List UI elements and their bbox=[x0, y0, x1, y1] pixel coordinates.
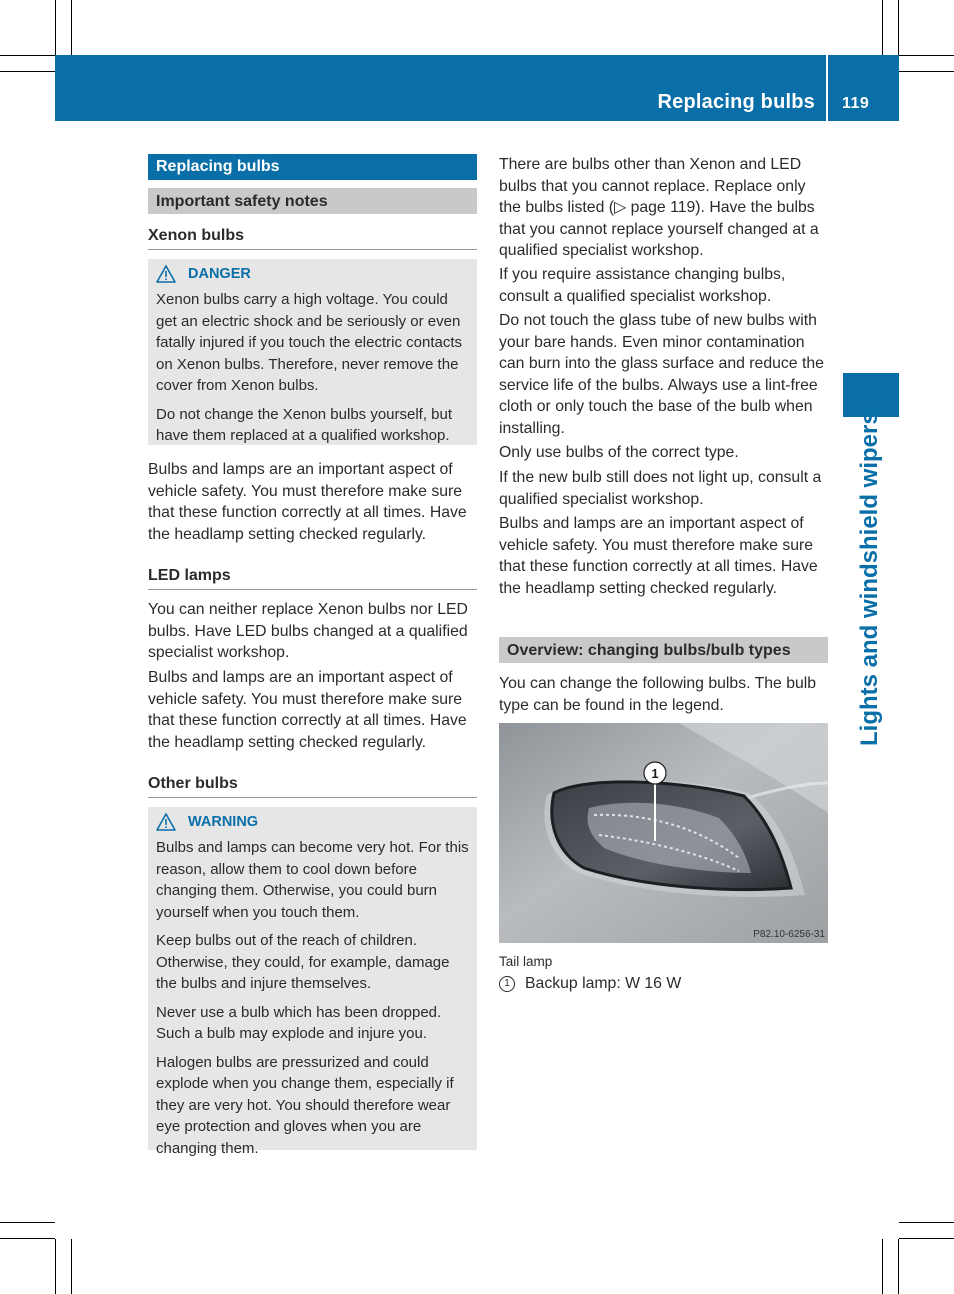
crop-mark bbox=[898, 1239, 899, 1294]
warning-triangle-icon bbox=[156, 813, 176, 831]
tail-lamp-figure bbox=[499, 723, 828, 943]
subsection-title: Important safety notes bbox=[148, 188, 477, 214]
crop-mark bbox=[899, 55, 954, 56]
figure-code: P82.10-6256-31 bbox=[753, 929, 825, 940]
danger-box bbox=[148, 259, 477, 445]
danger-paragraph: Do not change the Xenon bulbs yourself, but have them replaced at a qualified workshop. bbox=[156, 405, 453, 444]
page-number: 119 bbox=[842, 95, 870, 112]
overview-text: You can change the following bulbs. The bulb type can be found in the legend. bbox=[499, 675, 817, 714]
body-paragraph: Bulbs and lamps are an important aspect of vehicle safety. You must therefore make sure that these function correctly at all times. Have the headlamp setting checked regularly. bbox=[499, 515, 818, 597]
header-title: Replacing bulbs bbox=[657, 91, 815, 113]
body-paragraph: Only use bulbs of the correct type. bbox=[499, 444, 739, 461]
warning-paragraph: Keep bulbs out of the reach of children. Otherwise, they could, for example, damage the bulbs and injure themselves. bbox=[156, 932, 450, 992]
warning-paragraph: Bulbs and lamps can become very hot. For this reason, allow them to cool down before changing them. Otherwise, you could burn yourself when you touch them. bbox=[156, 839, 469, 921]
tail-lamp-illustration bbox=[499, 723, 828, 943]
warning-box bbox=[148, 807, 477, 1157]
header-divider bbox=[826, 55, 828, 121]
crop-mark bbox=[898, 0, 899, 55]
overview-title: Overview: changing bulbs/bulb types bbox=[499, 637, 828, 663]
danger-label: DANGER bbox=[188, 266, 251, 282]
xenon-heading: Xenon bulbs bbox=[148, 227, 477, 250]
crop-mark bbox=[899, 1222, 954, 1223]
crop-mark bbox=[0, 1222, 55, 1223]
body-paragraph: Do not touch the glass tube of new bulbs with your bare hands. Even minor contamination can burn into the glass surface and reduce the service life of the bulbs. Always use a lint-free cloth or only touch the base of the bulb when installing. bbox=[499, 312, 824, 437]
legend-number: 1 bbox=[499, 976, 515, 992]
crop-mark bbox=[55, 0, 56, 55]
danger-paragraph: Xenon bulbs carry a high voltage. You could get an electric shock and be seriously or even fatally injured if you touch the electric contacts on Xenon bulbs. Therefore, never remove the cover from Xenon bulbs. bbox=[156, 291, 462, 394]
crop-mark bbox=[882, 0, 883, 55]
led-body-text: Bulbs and lamps are an important aspect of vehicle safety. You must therefore make sure that these function correctly at all times. Have the headlamp setting checked regularly. bbox=[148, 669, 467, 751]
warning-paragraph: Halogen bulbs are pressurized and could explode when you change them, especially if they are very hot. You should therefore wear eye protection and gloves when you are changing them. bbox=[156, 1053, 454, 1157]
crop-mark bbox=[882, 1239, 883, 1294]
xenon-body-text: Bulbs and lamps are an important aspect of vehicle safety. You must therefore make sure that these function correctly at all times. Have the headlamp setting checked regularly. bbox=[148, 461, 467, 543]
warning-label: WARNING bbox=[188, 814, 259, 830]
led-heading: LED lamps bbox=[148, 567, 477, 590]
body-paragraph: If you require assistance changing bulbs, consult a qualified specialist workshop. bbox=[499, 266, 786, 305]
crop-mark bbox=[0, 71, 55, 72]
led-body-text: You can neither replace Xenon bulbs nor LED bulbs. Have LED bulbs changed at a qualified specialist workshop. bbox=[148, 601, 468, 661]
body-paragraph: If the new bulb still does not light up, consult a qualified specialist workshop. bbox=[499, 469, 822, 508]
crop-mark bbox=[71, 1239, 72, 1294]
crop-mark bbox=[55, 1239, 56, 1294]
figure-callout-label: 1 bbox=[651, 766, 659, 781]
section-title: Replacing bulbs bbox=[148, 154, 477, 180]
legend-item bbox=[499, 975, 681, 993]
crop-mark bbox=[0, 55, 55, 56]
crop-mark bbox=[0, 1238, 55, 1239]
body-paragraph: There are bulbs other than Xenon and LED bulbs that you cannot replace. Replace only the bulbs listed (▷ page 119). Have the bulbs that you cannot replace yourself changed at a qualified specialist workshop. bbox=[499, 156, 819, 259]
warning-paragraph: Never use a bulb which has been dropped. Such a bulb may explode and injure you. bbox=[156, 1003, 442, 1042]
crop-mark bbox=[899, 71, 954, 72]
warning-triangle-icon bbox=[156, 265, 176, 283]
chapter-title: Lights and windshield wipers bbox=[856, 411, 883, 746]
legend-text: Backup lamp: W 16 W bbox=[525, 975, 682, 992]
other-bulbs-heading: Other bulbs bbox=[148, 775, 477, 798]
figure-caption: Tail lamp bbox=[499, 954, 553, 969]
crop-mark bbox=[899, 1238, 954, 1239]
page-header bbox=[55, 55, 899, 121]
crop-mark bbox=[71, 0, 72, 55]
